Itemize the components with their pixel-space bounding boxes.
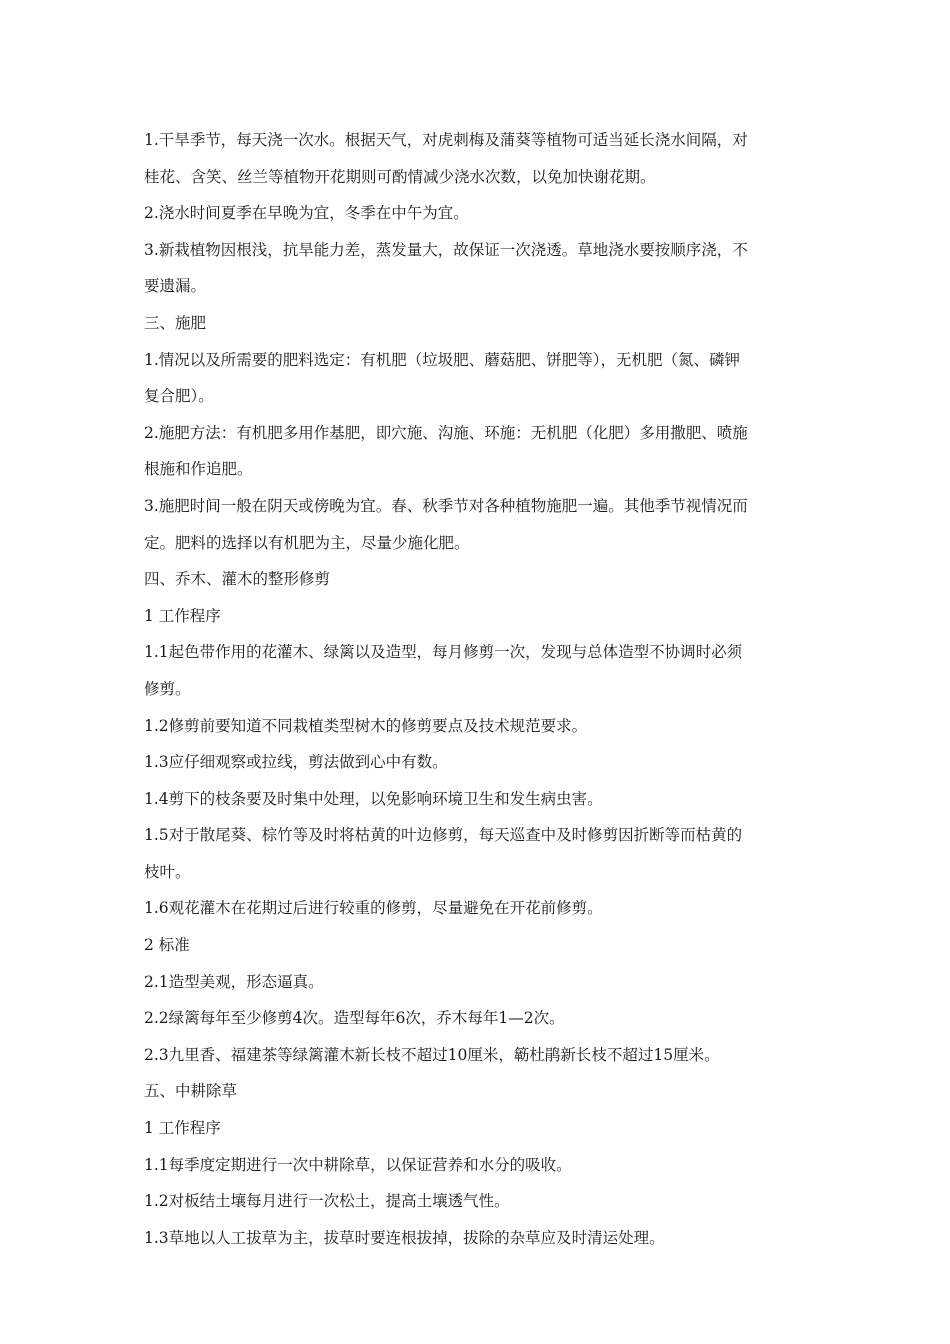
subsection-heading: 1 工作程序 bbox=[144, 1119, 221, 1138]
section-heading: 三、施肥 bbox=[144, 313, 207, 332]
text-line: 2.3九里香、福建茶等绿篱灌木新长枝不超过10厘米，簕杜鹃新长枝不超过15厘米。 bbox=[144, 1045, 720, 1064]
text-line: 根施和作追肥。 bbox=[144, 460, 253, 479]
section-heading: 五、中耕除草 bbox=[144, 1082, 238, 1101]
text-line: 3.新栽植物因根浅，抗旱能力差，蒸发量大，故保证一次浇透。草地浇水要按顺序浇，不 bbox=[144, 240, 748, 259]
text-line: 复合肥）。 bbox=[144, 387, 214, 406]
text-line: 2.2绿篱每年至少修剪4次。造型每年6次，乔木每年1—2次。 bbox=[144, 1009, 565, 1028]
text-line: 2.施肥方法：有机肥多用作基肥，即穴施、沟施、环施：无机肥（化肥）多用撒肥、喷施 bbox=[144, 423, 748, 442]
text-line: 修剪。 bbox=[144, 679, 191, 698]
text-line: 枝叶。 bbox=[144, 862, 191, 881]
text-line: 1.情况以及所需要的肥料选定：有机肥（垃圾肥、蘑菇肥、饼肥等），无机肥（氮、磷钾 bbox=[144, 350, 741, 369]
text-line: 桂花、含笑、丝兰等植物开花期则可酌情减少浇水次数，以免加快谢花期。 bbox=[144, 167, 656, 186]
text-line: 1.3草地以人工拔草为主，拔草时要连根拔掉，拔除的杂草应及时清运处理。 bbox=[144, 1228, 665, 1247]
text-line: 3.施肥时间一般在阴天或傍晚为宜。春、秋季节对各种植物施肥一遍。其他季节视情况而 bbox=[144, 496, 748, 515]
text-line: 1.干旱季节，每天浇一次水。根据天气，对虎刺梅及蒲葵等植物可适当延长浇水间隔，对 bbox=[144, 131, 748, 149]
subsection-heading: 1 工作程序 bbox=[144, 606, 221, 625]
text-line: 2.1造型美观，形态逼真。 bbox=[144, 972, 324, 991]
text-line: 要遗漏。 bbox=[144, 277, 207, 296]
text-line: 定。肥料的选择以有机肥为主，尽量少施化肥。 bbox=[144, 533, 470, 552]
text-line: 1.1每季度定期进行一次中耕除草，以保证营养和水分的吸收。 bbox=[144, 1155, 572, 1174]
text-line: 1.5对于散尾葵、棕竹等及时将枯黄的叶边修剪，每天巡查中及时修剪因折断等而枯黄的 bbox=[144, 826, 743, 845]
subsection-heading: 2 标准 bbox=[144, 936, 190, 955]
document-body bbox=[144, 122, 808, 1256]
text-line: 1.2修剪前要知道不同栽植类型树木的修剪要点及技术规范要求。 bbox=[144, 716, 588, 735]
section-heading: 四、乔木、灌木的整形修剪 bbox=[144, 570, 331, 589]
text-line: 1.3应仔细观察或拉线，剪法做到心中有数。 bbox=[144, 753, 448, 772]
text-line: 1.1起色带作用的花灌木、绿篱以及造型，每月修剪一次，发现与总体造型不协调时必须 bbox=[144, 643, 743, 662]
text-line: 1.6观花灌木在花期过后进行较重的修剪，尽量避免在开花前修剪。 bbox=[144, 899, 603, 918]
text-line: 2.浇水时间夏季在早晚为宜，冬季在中午为宜。 bbox=[144, 204, 469, 223]
text-line: 1.4剪下的枝条要及时集中处理，以免影响环境卫生和发生病虫害。 bbox=[144, 789, 603, 808]
text-line: 1.2对板结土壤每月进行一次松土，提高土壤透气性。 bbox=[144, 1192, 510, 1211]
